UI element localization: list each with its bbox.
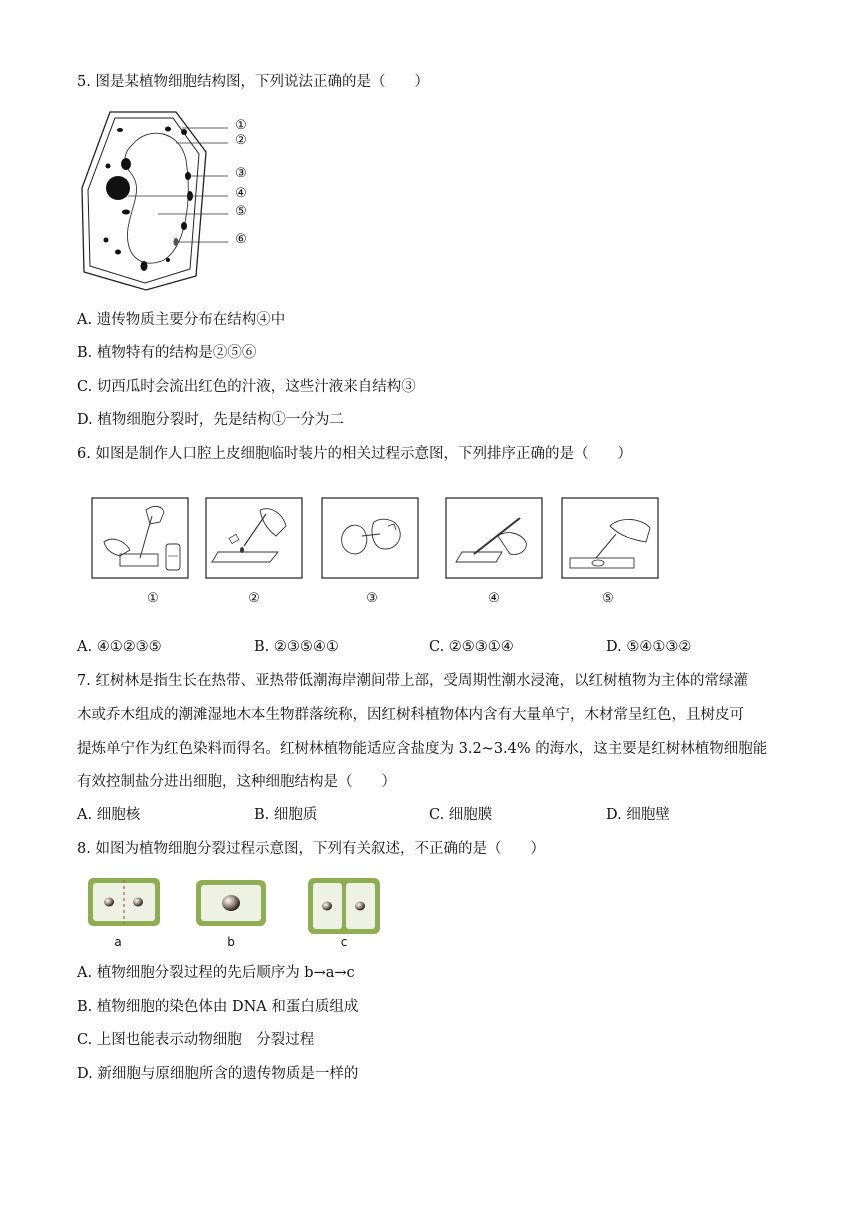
step-label-5: ⑤ (602, 591, 614, 606)
q7-option-b: B. 细胞质 (254, 807, 318, 823)
q7-line-4: 有效控制盐分进出细胞，这种细胞结构是（ ） (77, 774, 396, 790)
step-2-panel (206, 498, 302, 578)
q5-option-a: A. 遗传物质主要分布在结构④中 (77, 312, 286, 328)
q7-option-a: A. 细胞核 (77, 807, 141, 823)
step-label-3: ③ (366, 591, 378, 606)
cell-label-a: a (114, 935, 122, 949)
q5-option-b: B. 植物特有的结构是②⑤⑥ (77, 345, 257, 361)
cell-label-3: ③ (235, 166, 247, 181)
cell-a (88, 878, 160, 926)
step-5-panel (562, 498, 658, 578)
q5-stem: 5. 图是某植物细胞结构图，下列说法正确的是（ ） (77, 74, 429, 90)
q8-option-b: B. 植物细胞的染色体由 DNA 和蛋白质组成 (77, 999, 359, 1015)
cell-label-1: ① (235, 118, 247, 133)
cell-label-b: b (227, 935, 235, 949)
cell-label-4: ④ (235, 186, 247, 201)
q7-line-3: 提炼单宁作为红色染料而得名。红树林植物能适应含盐度为 3.2~3.4% 的海水，这主要是红树林植物细胞能 (77, 741, 768, 757)
q8-option-d: D. 新细胞与原细胞所含的遗传物质是一样的 (77, 1066, 359, 1082)
cell-label-5: ⑤ (235, 204, 247, 219)
step-4-panel (446, 498, 542, 578)
q6-option-d: D. ⑤④①③② (606, 639, 692, 655)
step-3-panel (322, 498, 418, 578)
step-label-2: ② (248, 591, 260, 606)
cell-b (196, 880, 266, 926)
cell-label-2: ② (235, 133, 247, 148)
cell-label-6: ⑥ (235, 232, 247, 247)
q8-option-c: C. 上图也能表示动物细胞 分裂过程 (77, 1032, 315, 1048)
q7-line-1: 7. 红树林是指生长在热带、亚热带低潮海岸潮间带上部，受周期性潮水浸淹，以红树植物为主体的常绿灌 (77, 673, 748, 689)
step-label-4: ④ (488, 591, 500, 606)
q6-stem: 6. 如图是制作人口腔上皮细胞临时装片的相关过程示意图，下列排序正确的是（ ） (77, 446, 632, 462)
q5-option-d: D. 植物细胞分裂时，先是结构①一分为二 (77, 412, 344, 428)
q6-option-b: B. ②③⑤④① (254, 639, 339, 655)
q8-stem: 8. 如图为植物细胞分裂过程示意图，下列有关叙述，不正确的是（ ） (77, 841, 545, 857)
q7-line-2: 木或乔木组成的潮滩湿地木本生物群落统称，因红树科植物体内含有大量单宁，木材常呈红色，且树皮可 (77, 707, 744, 723)
q7-option-c: C. 细胞膜 (429, 807, 493, 823)
slide-steps-figure (90, 496, 670, 582)
cell-label-c: c (340, 935, 348, 949)
cell-c (308, 878, 380, 934)
q5-option-c: C. 切西瓜时会流出红色的汁液，这些汁液来自结构③ (77, 379, 416, 395)
cell-division-figure (84, 874, 384, 938)
q6-option-a: A. ④①②③⑤ (77, 639, 162, 655)
q7-option-d: D. 细胞壁 (606, 807, 670, 823)
q6-option-c: C. ②⑤③①④ (429, 639, 514, 655)
step-label-1: ① (147, 591, 159, 606)
q8-option-a: A. 植物细胞分裂过程的先后顺序为 b→a→c (77, 965, 355, 981)
step-1-panel (92, 498, 188, 578)
